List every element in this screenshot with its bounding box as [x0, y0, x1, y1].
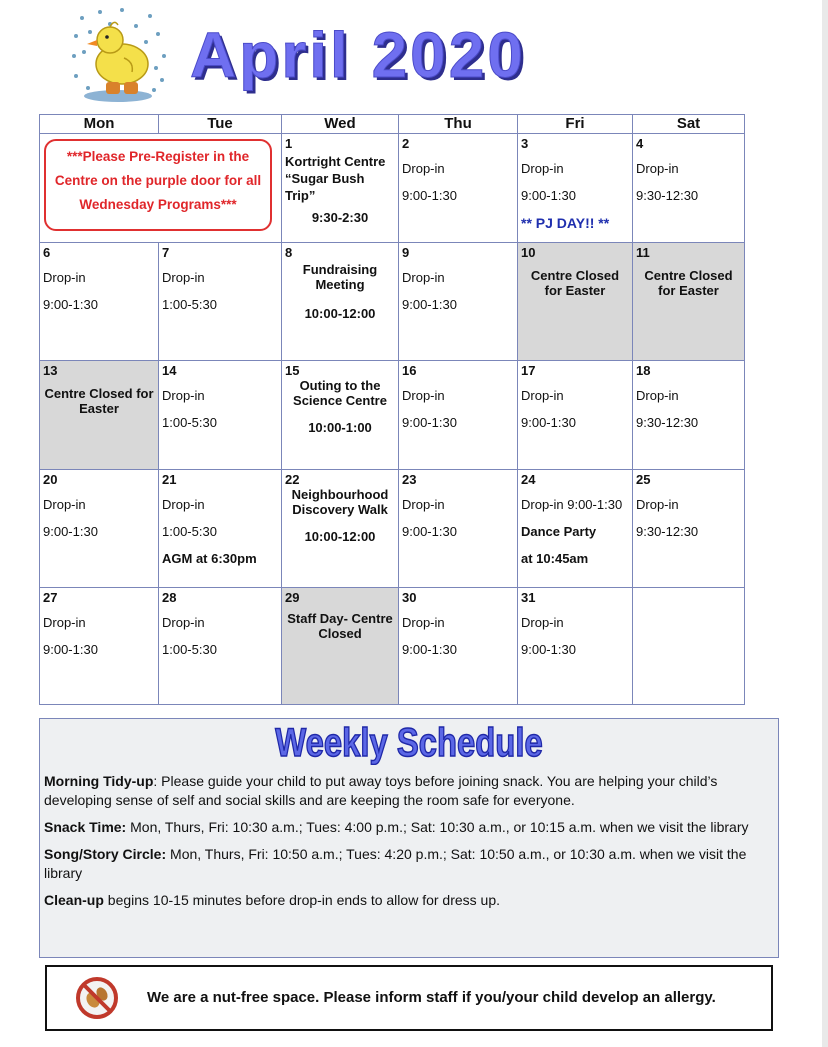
clean-up-text: begins 10-15 minutes before drop-in ends to allow for dress up. — [103, 892, 501, 908]
drop-in-label: Drop-in — [162, 270, 205, 285]
event-time: 10:00-12:00 — [304, 529, 376, 544]
nut-free-banner — [45, 965, 773, 1031]
day-cell — [518, 134, 633, 243]
day-cell — [282, 243, 399, 361]
day-number: 9 — [402, 245, 410, 260]
day-number: 18 — [636, 363, 651, 378]
drop-in-label: Drop-in — [402, 388, 445, 403]
day-cell — [399, 243, 518, 361]
drop-in-time: 9:30-12:30 — [636, 415, 699, 430]
pj-day-label: ** PJ DAY!! ** — [521, 215, 610, 231]
drop-in-time: 9:00-1:30 — [402, 524, 457, 539]
day-cell — [633, 134, 745, 243]
closed-day-cell — [282, 588, 399, 705]
empty-day-cell — [633, 588, 745, 705]
week-row — [40, 361, 745, 470]
day-number: 10 — [521, 245, 536, 260]
drop-in-label: Drop-in — [521, 161, 564, 176]
day-cell — [159, 243, 282, 361]
drop-in-time: 9:30-12:30 — [636, 188, 699, 203]
story-circle-paragraph — [44, 845, 774, 883]
event-title: Fundraising Meeting — [302, 262, 378, 292]
day-cell — [40, 588, 159, 705]
day-cell — [40, 470, 159, 588]
day-number: 21 — [162, 472, 177, 487]
drop-in-label: Drop-in — [162, 615, 205, 630]
tidy-up-label: Morning Tidy-up — [44, 773, 154, 789]
event-time: 10:00-1:00 — [308, 420, 372, 435]
week-row — [40, 588, 745, 705]
drop-in-label: Drop-in — [43, 270, 86, 285]
snack-time-text: Mon, Thurs, Fri: 10:30 a.m.; Tues: 4:00 p.m.; Sat: 10:30 a.m., or 10:15 a.m. when we visit the library — [126, 819, 749, 835]
event-title: Neighbourhood Discovery Walk — [291, 487, 389, 517]
closed-label: Centre Closed for Easter — [44, 386, 154, 416]
closed-label: Centre Closed for Easter — [644, 268, 733, 298]
day-number: 22 — [285, 472, 300, 487]
day-cell — [159, 588, 282, 705]
closed-day-cell — [40, 361, 159, 470]
drop-in-time: 1:00-5:30 — [162, 524, 217, 539]
day-number: 24 — [521, 472, 536, 487]
day-cell — [518, 470, 633, 588]
day-header: Fri — [518, 115, 633, 134]
day-number: 7 — [162, 245, 170, 260]
drop-in-time: 9:00-1:30 — [521, 642, 576, 657]
day-number: 14 — [162, 363, 177, 378]
day-cell — [282, 361, 399, 470]
closed-label: Centre Closed for Easter — [530, 268, 620, 298]
day-number: 8 — [285, 245, 293, 260]
drop-in-time: 9:00-1:30 — [43, 297, 98, 312]
day-number: 6 — [43, 245, 51, 260]
day-header: Mon — [40, 115, 159, 134]
day-number: 30 — [402, 590, 417, 605]
clean-up-paragraph — [44, 891, 774, 910]
day-cell — [633, 470, 745, 588]
drop-in-label: Drop-in — [402, 270, 445, 285]
event-time: 9:30-2:30 — [311, 210, 369, 225]
day-header: Sat — [633, 115, 745, 134]
day-number: 11 — [636, 245, 650, 260]
drop-in-time: 9:00-1:30 — [402, 642, 457, 657]
closed-day-cell — [633, 243, 745, 361]
clean-up-label: Clean-up — [44, 892, 104, 908]
drop-in-label: Drop-in 9:00-1:30 — [521, 497, 623, 512]
event-time: 10:00-12:00 — [304, 306, 376, 321]
drop-in-label: Drop-in — [636, 497, 679, 512]
closed-label: Staff Day- Centre Closed — [287, 611, 393, 641]
page-title: April 2020 — [190, 19, 526, 91]
day-cell — [399, 361, 518, 470]
drop-in-time: 9:00-1:30 — [402, 188, 457, 203]
day-number: 28 — [162, 590, 177, 605]
header — [0, 0, 828, 112]
day-header: Tue — [159, 115, 282, 134]
drop-in-time: 1:00-5:30 — [162, 297, 217, 312]
week-row — [40, 470, 745, 588]
tidy-up-text: : Please guide your child to put away toys before joining snack. You are helping your child’s developing sense of self and social skills and are keeping the room safe for everyone. — [44, 773, 718, 808]
day-number: 15 — [285, 363, 300, 378]
day-number: 16 — [402, 363, 417, 378]
drop-in-label: Drop-in — [402, 161, 445, 176]
day-number: 4 — [636, 136, 644, 151]
drop-in-label: Drop-in — [636, 388, 679, 403]
no-nuts-icon — [75, 976, 119, 1020]
pre-register-cell — [40, 134, 282, 243]
snack-time-label: Snack Time: — [44, 819, 127, 835]
weekly-schedule-box — [39, 718, 779, 958]
day-number: 23 — [402, 472, 417, 487]
drop-in-time: 9:00-1:30 — [521, 188, 576, 203]
page-edge — [822, 0, 828, 1047]
drop-in-label: Drop-in — [402, 497, 445, 512]
day-number: 27 — [43, 590, 58, 605]
day-number: 3 — [521, 136, 529, 151]
drop-in-label: Drop-in — [162, 388, 205, 403]
event-title: Kortright Centre “Sugar Bush Trip” — [285, 154, 386, 203]
day-cell — [282, 470, 399, 588]
week-row — [40, 134, 745, 243]
day-cell — [518, 361, 633, 470]
day-cell — [282, 134, 399, 243]
drop-in-time: 9:00-1:30 — [402, 297, 457, 312]
story-circle-text: Mon, Thurs, Fri: 10:50 a.m.; Tues: 4:20 p.m.; Sat: 10:50 a.m., or 10:30 a.m. when we visit the library — [44, 846, 747, 881]
drop-in-label: Drop-in — [402, 615, 445, 630]
day-number: 31 — [521, 590, 536, 605]
dance-party-time: at 10:45am — [521, 551, 589, 566]
drop-in-label: Drop-in — [521, 615, 564, 630]
pre-register-note: ***Please Pre-Register in the Centre on the purple door for all Wednesday Programs*** — [44, 139, 272, 231]
drop-in-label: Drop-in — [43, 615, 86, 630]
day-number: 1 — [285, 136, 293, 151]
drop-in-time: 9:00-1:30 — [43, 524, 98, 539]
drop-in-time: 1:00-5:30 — [162, 642, 217, 657]
day-cell — [399, 588, 518, 705]
day-cell — [399, 134, 518, 243]
day-number: 2 — [402, 136, 410, 151]
tidy-up-paragraph — [44, 772, 774, 810]
drop-in-time: 9:00-1:30 — [521, 415, 576, 430]
duck-in-rain-icon — [70, 6, 170, 106]
weekday-header-row — [40, 115, 745, 134]
day-header: Thu — [399, 115, 518, 134]
day-cell — [633, 361, 745, 470]
drop-in-time: 9:00-1:30 — [43, 642, 98, 657]
drop-in-label: Drop-in — [162, 497, 205, 512]
snack-time-paragraph — [44, 818, 774, 837]
day-cell — [159, 470, 282, 588]
drop-in-label: Drop-in — [521, 388, 564, 403]
day-cell — [159, 361, 282, 470]
day-number: 25 — [636, 472, 651, 487]
week-row — [40, 243, 745, 361]
day-number: 29 — [285, 590, 300, 605]
day-number: 17 — [521, 363, 536, 378]
event-title: Outing to the Science Centre — [293, 378, 387, 408]
closed-day-cell — [518, 243, 633, 361]
dance-party-label: Dance Party — [521, 524, 597, 539]
agm-label: AGM at 6:30pm — [162, 551, 257, 566]
drop-in-time: 9:00-1:30 — [402, 415, 457, 430]
calendar-table — [39, 114, 745, 705]
day-cell — [518, 588, 633, 705]
drop-in-time: 1:00-5:30 — [162, 415, 217, 430]
day-cell — [399, 470, 518, 588]
day-header: Wed — [282, 115, 399, 134]
story-circle-label: Song/Story Circle: — [44, 846, 167, 862]
weekly-schedule-title: Weekly Schedule — [275, 721, 543, 765]
drop-in-time: 9:30-12:30 — [636, 524, 699, 539]
day-number: 13 — [43, 363, 58, 378]
day-cell — [40, 243, 159, 361]
day-number: 20 — [43, 472, 58, 487]
drop-in-label: Drop-in — [636, 161, 679, 176]
drop-in-label: Drop-in — [43, 497, 86, 512]
nut-free-text: We are a nut-free space. Please inform staff if you/your child develop an allergy. — [147, 989, 716, 1006]
